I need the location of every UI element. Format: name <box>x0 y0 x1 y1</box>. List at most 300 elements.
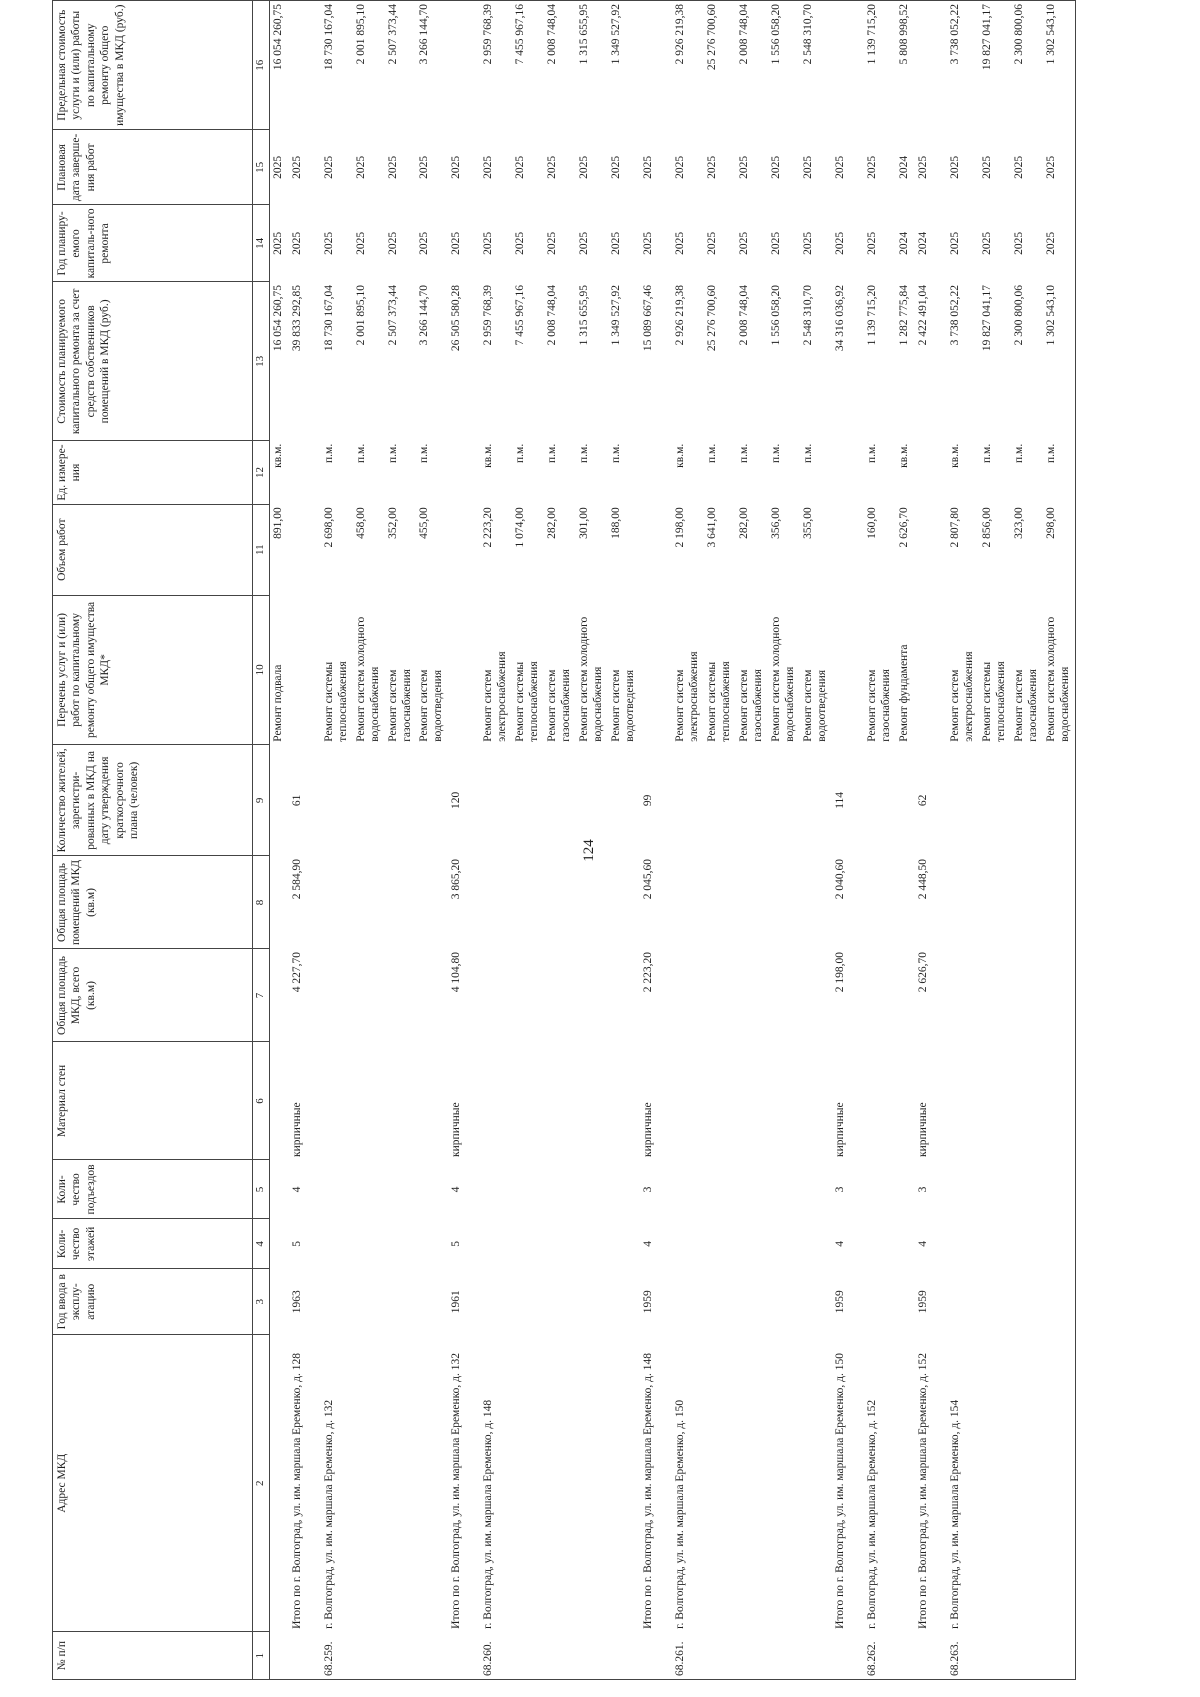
table-cell <box>385 1219 416 1269</box>
table-cell: 2025 <box>705 155 718 179</box>
table-cell <box>1043 949 1076 1042</box>
table-cell: п.м. <box>737 443 750 463</box>
table-cell <box>640 441 672 505</box>
table-cell: 4 <box>291 1186 303 1193</box>
table-row <box>915 1 947 1680</box>
table-cell <box>270 1160 290 1219</box>
table-cell <box>448 504 480 595</box>
table-cell <box>544 1269 576 1335</box>
table-cell <box>672 745 704 856</box>
table-cell <box>576 1160 608 1219</box>
table-cell: 114 <box>833 791 846 809</box>
header-cell: Коли-чество подъездов <box>53 1160 253 1219</box>
table-cell: 1959 <box>916 1290 929 1314</box>
table-cell: 2 507 373,44 <box>387 284 399 346</box>
table-cell: 1 302 543,10 <box>1043 282 1076 441</box>
table-cell: 1959 <box>641 1290 654 1314</box>
table-cell <box>416 1160 448 1219</box>
table-cell: 26 505 580,28 <box>449 284 462 352</box>
table-cell <box>544 1042 576 1160</box>
table-cell: 1959 <box>833 1290 846 1314</box>
table-cell: 1 556 058,20 <box>769 284 782 346</box>
table-cell: Ремонт систем газоснабжения <box>737 669 765 742</box>
table-cell: 2025 <box>449 155 462 179</box>
table-cell <box>544 1219 576 1269</box>
table-row <box>1011 1 1043 1680</box>
header-cell: Адрес МКД <box>53 1335 253 1632</box>
table-cell: 3 738 052,22 <box>947 1 979 130</box>
table-cell <box>1011 856 1043 949</box>
table-cell: 455,00 <box>417 507 430 539</box>
table-cell: п.м. <box>323 443 335 463</box>
table-cell: 15 089 667,46 <box>641 284 654 352</box>
table-row <box>353 1 385 1680</box>
table-cell: Итого по г. Волгоград, ул. им. маршала Еременко, д. 152 <box>916 1353 929 1629</box>
table-row <box>480 1 512 1680</box>
table-cell: 39 833 292,85 <box>291 284 303 352</box>
table-cell <box>640 504 672 595</box>
table-cell <box>1043 1335 1076 1632</box>
column-numbers-row <box>253 1 270 1680</box>
table-cell: 2025 <box>1012 231 1025 255</box>
table-cell: 5 <box>291 1241 303 1247</box>
table-cell <box>480 856 512 949</box>
table-cell: 2025 <box>673 155 686 179</box>
table-cell <box>1043 745 1076 856</box>
table-cell <box>289 1632 321 1680</box>
table-cell: 2 507 373,44 <box>385 1 416 130</box>
table-cell: 2 548 310,70 <box>801 284 814 346</box>
table-cell: 2025 <box>948 231 961 255</box>
table-cell: 2 626,70 <box>897 507 910 548</box>
table-cell: 2025 <box>1043 205 1076 282</box>
table-cell: 2025 <box>291 231 303 255</box>
table-cell: Ремонт систем газоснабжения <box>387 669 414 742</box>
table-cell: 1 074,00 <box>513 507 526 548</box>
table-cell <box>480 1042 512 1160</box>
header-cell: Год ввода в эксплу-атацию <box>53 1269 253 1335</box>
table-cell: 2025 <box>948 155 961 179</box>
table-cell <box>640 595 672 745</box>
rotated-table-wrapper <box>52 0 1152 1680</box>
table-cell <box>512 1160 544 1219</box>
table-cell <box>704 856 736 949</box>
table-cell <box>321 745 353 856</box>
table-cell: п.м. <box>577 443 590 463</box>
table-cell <box>864 856 896 949</box>
table-cell <box>736 1042 768 1160</box>
table-cell: п.м. <box>1043 441 1076 505</box>
table-cell <box>915 1632 947 1680</box>
table-cell: 2025 <box>737 231 750 255</box>
table-cell: Итого по г. Волгоград, ул. им. маршала Еременко, д. 128 <box>291 1353 303 1629</box>
table-cell <box>576 1042 608 1160</box>
table-cell <box>800 745 832 856</box>
table-cell: Итого по г. Волгоград, ул. им. маршала Еременко, д. 150 <box>833 1353 846 1629</box>
header-cell: № п/п <box>53 1632 253 1680</box>
table-row <box>448 1 480 1680</box>
table-cell: 2025 <box>272 231 284 255</box>
table-cell <box>608 856 640 949</box>
table-cell <box>608 949 640 1042</box>
table-cell: 2 422 491,04 <box>916 284 929 346</box>
table-cell: Итого по г. Волгоград, ул. им. маршала Еременко, д. 148 <box>641 1353 654 1629</box>
table-cell <box>576 1269 608 1335</box>
table-cell: 2 223,20 <box>481 507 494 548</box>
table-cell: 2025 <box>769 231 782 255</box>
table-cell <box>979 856 1011 949</box>
table-cell: 2 001 895,10 <box>353 1 385 130</box>
table-cell: 2 040,60 <box>833 858 846 900</box>
table-cell: 2025 <box>865 231 878 255</box>
table-cell <box>576 1335 608 1632</box>
table-cell: 99 <box>641 794 654 807</box>
table-cell <box>321 1042 353 1160</box>
table-cell: 68.260. <box>480 1632 512 1680</box>
table-cell <box>544 1335 576 1632</box>
table-cell <box>979 1219 1011 1269</box>
table-row <box>832 1 864 1680</box>
table-cell <box>896 1632 915 1680</box>
table-cell <box>800 1335 832 1632</box>
table-cell <box>979 1042 1011 1160</box>
table-cell: 2 008 748,04 <box>544 1 576 130</box>
header-cell: Материал стен <box>53 1042 253 1160</box>
table-cell: 1 349 527,92 <box>608 1 640 130</box>
table-cell: 2 856,00 <box>980 507 993 548</box>
header-cell: Плановая дата заверше-ния работ <box>53 130 253 205</box>
table-cell: 356,00 <box>769 507 782 539</box>
table-cell: 2025 <box>1043 130 1076 205</box>
table-row <box>416 1 448 1680</box>
table-cell: Ремонт систем водоотведения <box>801 669 829 742</box>
table-cell: кирпичные <box>291 1102 303 1157</box>
table-cell <box>979 1632 1011 1680</box>
table-cell: 2 045,60 <box>641 858 654 900</box>
table-cell <box>353 1160 385 1219</box>
table-cell <box>736 1160 768 1219</box>
table-cell: Ремонт систем электроснабжения <box>673 651 701 742</box>
table-cell <box>576 949 608 1042</box>
table-cell <box>448 1632 480 1680</box>
table-cell: 68.262. <box>864 1632 896 1680</box>
table-cell <box>544 745 576 856</box>
column-number: 6 <box>253 1042 270 1160</box>
table-cell <box>270 1632 290 1680</box>
table-cell: 4 227,70 <box>291 951 303 993</box>
table-cell <box>480 745 512 856</box>
table-cell <box>353 1042 385 1160</box>
table-row <box>608 1 640 1680</box>
table-cell: Ремонт систем водоотведения <box>609 669 637 742</box>
table-cell: 1 139 715,20 <box>865 284 878 346</box>
table-cell: 7 455 967,16 <box>513 284 526 346</box>
table-cell: 1 315 655,95 <box>577 284 590 346</box>
table-cell <box>512 1042 544 1160</box>
table-cell: 18 730 167,04 <box>323 284 335 352</box>
table-row <box>736 1 768 1680</box>
table-cell: 4 <box>833 1241 846 1247</box>
table-cell <box>736 1335 768 1632</box>
table-cell <box>1043 1632 1076 1680</box>
table-cell <box>270 949 290 1042</box>
table-cell: 2025 <box>272 155 284 179</box>
table-cell: 1 302 543,10 <box>1043 1 1076 130</box>
table-cell: п.м. <box>545 443 558 463</box>
table-cell <box>864 1269 896 1335</box>
table-cell <box>768 949 800 1042</box>
table-cell <box>800 1160 832 1219</box>
table-cell <box>416 1219 448 1269</box>
table-cell: 2025 <box>641 155 654 179</box>
table-cell: п.м. <box>980 443 993 463</box>
table-cell: 5 808 998,52 <box>896 1 915 130</box>
table-cell <box>448 441 480 505</box>
table-cell: г. Волгоград, ул. им. маршала Еременко, д. 150 <box>673 1399 686 1629</box>
table-cell: 301,00 <box>577 507 590 539</box>
table-cell: 2 448,50 <box>916 858 929 900</box>
table-cell <box>480 1269 512 1335</box>
table-cell: 25 276 700,60 <box>704 1 736 130</box>
table-cell: 3 <box>916 1186 929 1193</box>
table-cell: п.м. <box>355 443 367 463</box>
table-cell: 2025 <box>355 155 367 179</box>
table-cell: г. Волгоград, ул. им. маршала Еременко, д. 152 <box>865 1399 878 1629</box>
table-cell <box>915 595 947 745</box>
table-cell <box>672 1042 704 1160</box>
table-cell <box>270 1219 290 1269</box>
table-cell: 1 282 775,84 <box>897 284 910 346</box>
table-cell <box>640 1632 672 1680</box>
table-cell <box>864 745 896 856</box>
table-cell <box>608 1632 640 1680</box>
table-row <box>768 1 800 1680</box>
page-number: 124 <box>580 839 597 862</box>
table-cell: 2 300 800,06 <box>1012 284 1025 346</box>
table-cell: 2025 <box>513 231 526 255</box>
column-number: 13 <box>253 282 270 441</box>
header-cell: Общая площадь МКД, всего (кв.м) <box>53 949 253 1042</box>
table-cell: 298,00 <box>1043 504 1076 595</box>
table-cell <box>1011 745 1043 856</box>
table-row <box>947 1 979 1680</box>
table-cell <box>800 1632 832 1680</box>
table-cell: 2025 <box>980 231 993 255</box>
table-cell <box>321 1160 353 1219</box>
table-cell: 2 807,80 <box>948 507 961 548</box>
table-cell: Ремонт систем водоотведения <box>417 669 445 742</box>
table-cell <box>576 1632 608 1680</box>
table-cell <box>896 1160 915 1219</box>
table-cell: 2025 <box>417 231 430 255</box>
table-cell <box>353 1269 385 1335</box>
table-cell <box>321 1219 353 1269</box>
table-cell: 2 300 800,06 <box>1011 1 1043 130</box>
table-cell: 3 738 052,22 <box>948 284 961 346</box>
table-cell <box>512 949 544 1042</box>
table-cell: Ремонт систем холодного водоснабжения <box>577 616 605 742</box>
column-number: 5 <box>253 1160 270 1219</box>
table-cell: кв.м. <box>673 443 686 468</box>
table-cell <box>672 1160 704 1219</box>
table-cell <box>480 1219 512 1269</box>
table-cell <box>768 1632 800 1680</box>
table-cell: 160,00 <box>865 507 878 539</box>
table-cell <box>1011 1042 1043 1160</box>
table-cell: 2025 <box>833 231 846 255</box>
table-cell <box>947 745 979 856</box>
table-cell <box>736 745 768 856</box>
table-cell: 2025 <box>323 155 335 179</box>
table-cell: Ремонт систем газоснабжения <box>545 669 573 742</box>
table-cell: 2025 <box>291 155 303 179</box>
table-cell: 25 276 700,60 <box>705 284 718 352</box>
table-cell <box>512 1219 544 1269</box>
table-cell <box>768 1335 800 1632</box>
table-cell: п.м. <box>705 443 718 463</box>
table-cell: 16 054 260,75 <box>272 284 284 352</box>
table-cell: п.м. <box>801 443 814 463</box>
table-cell <box>416 1042 448 1160</box>
table-cell <box>289 504 321 595</box>
column-number: 1 <box>253 1632 270 1680</box>
table-cell <box>672 949 704 1042</box>
table-cell <box>480 949 512 1042</box>
table-cell: 2 698,00 <box>323 507 335 548</box>
table-cell <box>1011 1335 1043 1632</box>
table-cell <box>768 1269 800 1335</box>
table-cell <box>768 1160 800 1219</box>
table-cell <box>672 856 704 949</box>
table-cell <box>896 1219 915 1269</box>
table-cell: 2 926 219,38 <box>673 284 686 346</box>
table-cell <box>947 949 979 1042</box>
table-cell: Ремонт систем холодного водоснабжения <box>1043 595 1076 745</box>
table-cell: Ремонт систем газоснабжения <box>1012 669 1040 742</box>
table-cell <box>704 1219 736 1269</box>
table-row <box>896 1 915 1680</box>
table-cell: 891,00 <box>272 507 284 539</box>
table-cell: 2025 <box>737 155 750 179</box>
table-cell: 2025 <box>481 231 494 255</box>
table-cell: 2 008 748,04 <box>545 284 558 346</box>
table-cell <box>608 1219 640 1269</box>
header-cell: Объем работ <box>53 504 253 595</box>
table-cell <box>832 504 864 595</box>
header-cell: Год планиру-емого капиталь-ного ремонта <box>53 205 253 282</box>
table-cell: Ремонт систем холодного водоснабжения <box>769 616 797 742</box>
table-cell: 2025 <box>609 155 622 179</box>
table-cell: 2025 <box>1012 155 1025 179</box>
table-cell: 3 266 144,70 <box>416 1 448 130</box>
table-cell: г. Волгоград, ул. им. маршала Еременко, д. 154 <box>948 1399 961 1629</box>
column-number: 7 <box>253 949 270 1042</box>
table-row <box>704 1 736 1680</box>
table-cell: 2025 <box>417 155 430 179</box>
table-cell: 2025 <box>355 231 367 255</box>
table-cell <box>353 1335 385 1632</box>
table-cell: п.м. <box>609 443 622 463</box>
table-cell: г. Волгоград, ул. им. маршала Еременко, д. 132 <box>323 1399 335 1629</box>
table-cell: 2 008 748,04 <box>737 284 750 346</box>
header-cell: Ед. измере-ния <box>53 441 253 505</box>
table-cell <box>544 856 576 949</box>
table-cell: 3 865,20 <box>449 858 462 900</box>
table-header <box>53 1 270 1680</box>
table-cell <box>353 745 385 856</box>
table-cell <box>800 1042 832 1160</box>
table-cell: 1 556 058,20 <box>768 1 800 130</box>
table-cell <box>1011 1160 1043 1219</box>
table-row <box>270 1 290 1680</box>
table-row <box>979 1 1011 1680</box>
table-cell: кв.м. <box>481 443 494 468</box>
table-cell: 2025 <box>801 155 814 179</box>
table-row <box>289 1 321 1680</box>
table-cell: Ремонт систем холодного водоснабжения <box>355 616 382 742</box>
table-cell <box>385 1160 416 1219</box>
table-cell <box>544 949 576 1042</box>
capital-repair-table <box>52 0 1076 1680</box>
column-number: 16 <box>253 1 270 130</box>
table-cell: 68.259. <box>321 1632 353 1680</box>
table-cell <box>1043 856 1076 949</box>
table-cell: 120 <box>449 791 462 809</box>
table-cell: 2024 <box>916 231 929 255</box>
table-cell <box>979 1160 1011 1219</box>
table-cell <box>915 504 947 595</box>
table-cell: 2 198,00 <box>833 951 846 993</box>
table-cell: 16 054 260,75 <box>270 1 290 130</box>
table-cell <box>416 1335 448 1632</box>
table-cell <box>768 1219 800 1269</box>
table-cell: 2 008 748,04 <box>736 1 768 130</box>
table-cell <box>736 1269 768 1335</box>
table-cell: кирпичные <box>916 1102 929 1157</box>
header-cell: Стоимость планируемого капитального ремонта за счет средств собственников помещений в МКД (руб.) <box>53 282 253 441</box>
table-cell: 2025 <box>673 231 686 255</box>
table-cell: 2025 <box>387 231 399 255</box>
table-cell: 4 <box>641 1241 654 1247</box>
table-cell <box>704 949 736 1042</box>
table-cell: 323,00 <box>1012 507 1025 539</box>
table-cell: 2 548 310,70 <box>800 1 832 130</box>
table-cell <box>270 745 290 856</box>
table-cell <box>1011 949 1043 1042</box>
table-cell: 1963 <box>291 1290 303 1314</box>
table-cell: 3 <box>833 1186 846 1193</box>
header-cell: Коли-чество этажей <box>53 1219 253 1269</box>
table-cell <box>270 1335 290 1632</box>
table-cell <box>979 1269 1011 1335</box>
table-row <box>640 1 672 1680</box>
table-cell: 2025 <box>769 155 782 179</box>
table-cell <box>576 1219 608 1269</box>
table-cell <box>896 1042 915 1160</box>
table-cell <box>353 856 385 949</box>
table-cell: 2 626,70 <box>916 951 929 993</box>
table-cell: Ремонт фундамента <box>897 644 910 742</box>
table-cell <box>640 1 672 130</box>
table-cell: Ремонт системы теплоснабжения <box>513 661 541 742</box>
table-cell: 2 584,90 <box>291 858 303 900</box>
table-cell: 2025 <box>980 155 993 179</box>
table-cell <box>289 1 321 130</box>
table-cell <box>896 745 915 856</box>
table-cell <box>321 1269 353 1335</box>
table-cell <box>416 949 448 1042</box>
table-cell <box>896 856 915 949</box>
